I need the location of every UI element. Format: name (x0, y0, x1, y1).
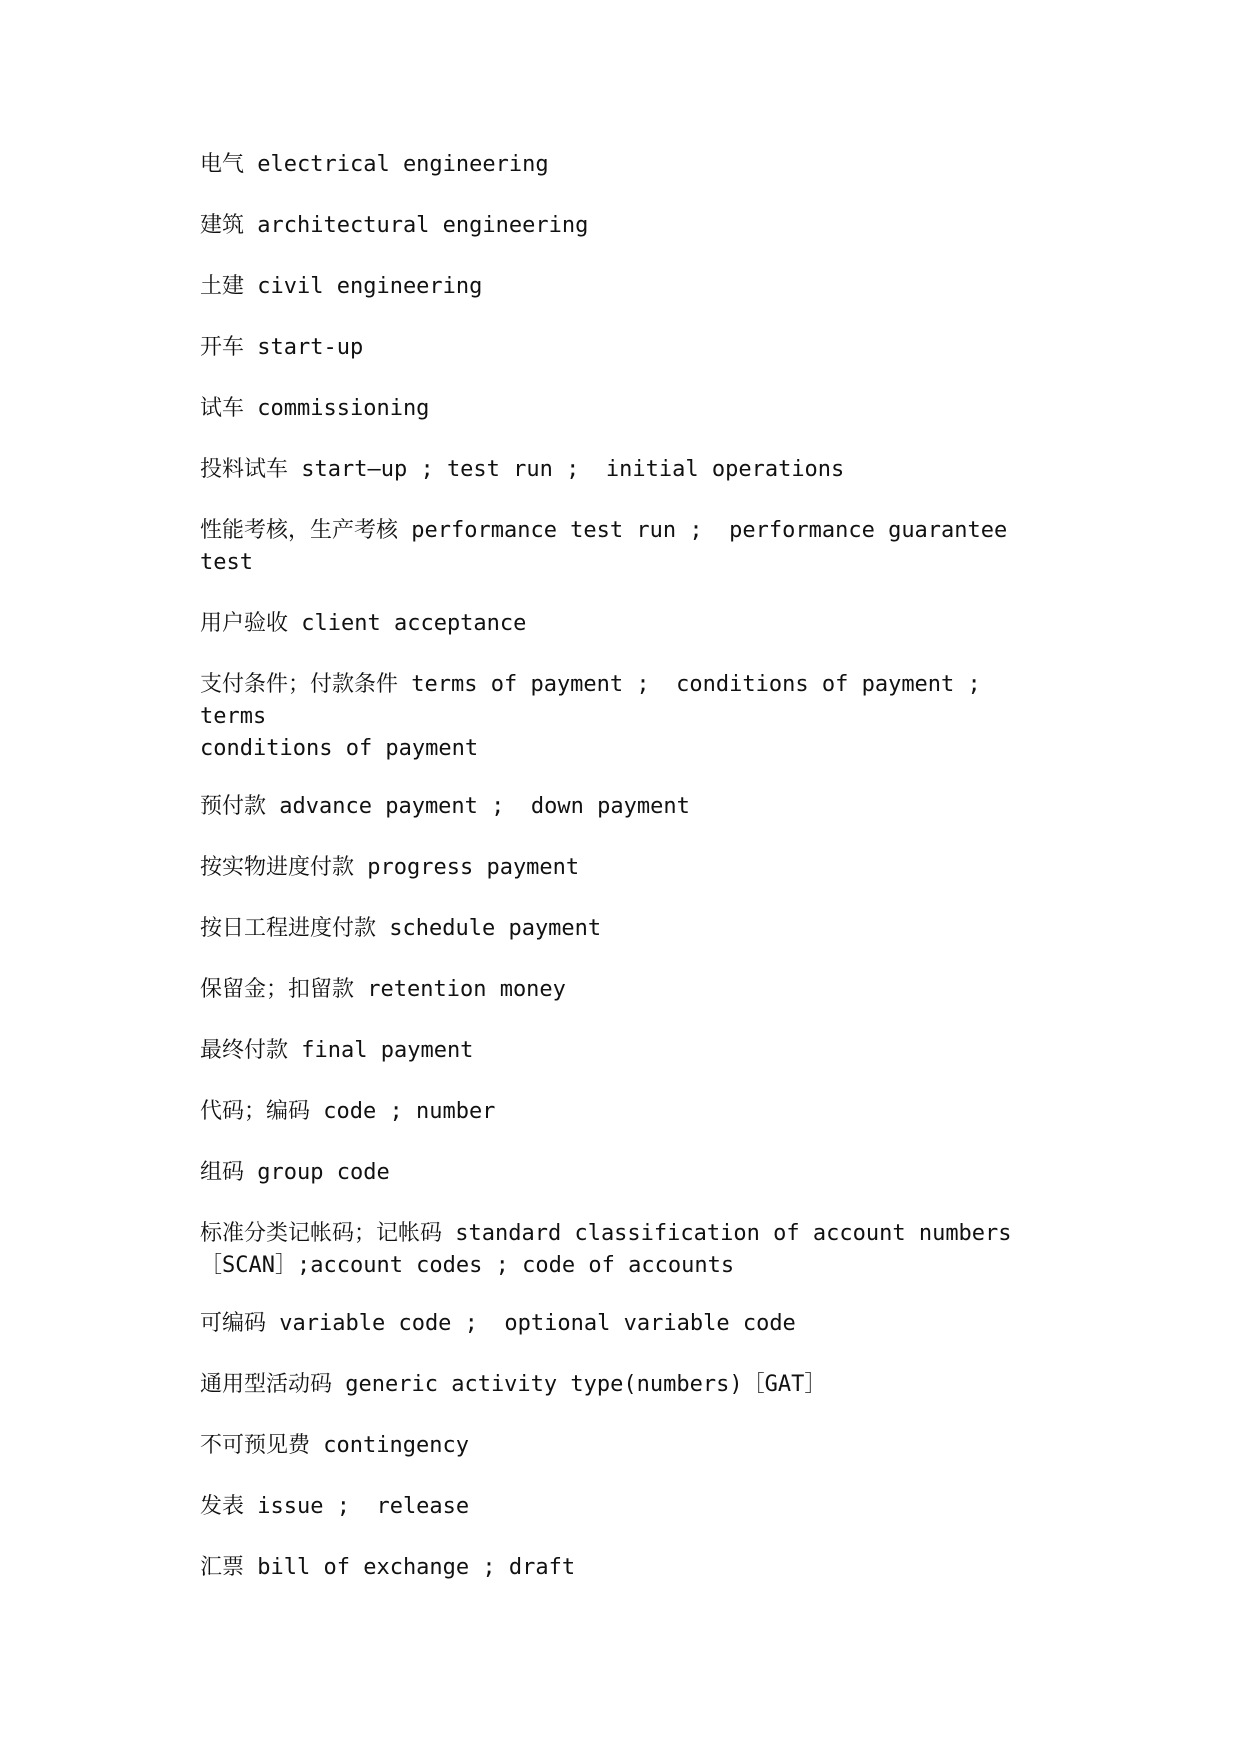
glossary-entry: 支付条件；付款条件 terms of payment ; conditions of payment ; terms conditions of payment (200, 672, 981, 761)
glossary-entry: 通用型活动码 generic activity type(numbers)［GAT］ (200, 1372, 827, 1397)
glossary-entry: 不可预见费 contingency (200, 1433, 469, 1458)
glossary-entry: 性能考核，生产考核 performance test run ; performance guarantee test (200, 518, 1021, 575)
glossary-entry: 投料试车 start—up ; test run ; initial operations (200, 457, 845, 482)
glossary-entry: 组码 group code (200, 1160, 390, 1185)
glossary-entry: 代码；编码 code ; number (200, 1099, 496, 1124)
glossary-entry: 电气 electrical engineering (200, 152, 549, 177)
glossary-entry: 可编码 variable code ; optional variable code (200, 1311, 796, 1336)
glossary-entry: 标准分类记帐码；记帐码 standard classification of account numbers ［SCAN］;account codes ; code of accounts (200, 1221, 1012, 1278)
glossary-entry: 发表 issue ; release (200, 1494, 470, 1519)
glossary-entry: 用户验收 client acceptance (200, 611, 527, 636)
glossary-entry: 试车 commissioning (200, 396, 430, 421)
glossary-entry: 汇票 bill of exchange ; draft (200, 1555, 576, 1580)
glossary-entry: 建筑 architectural engineering (200, 213, 589, 238)
glossary-entry: 开车 start-up (200, 335, 364, 360)
glossary-entry: 保留金；扣留款 retention money (200, 977, 566, 1002)
glossary-entry: 预付款 advance payment ; down payment (200, 794, 690, 819)
glossary-entry: 按实物进度付款 progress payment (200, 855, 580, 880)
glossary-entry: 土建 civil engineering (200, 274, 483, 299)
glossary-list (200, 149, 1060, 1613)
glossary-entry: 最终付款 final payment (200, 1038, 474, 1063)
glossary-entry: 按日工程进度付款 schedule payment (200, 916, 602, 941)
